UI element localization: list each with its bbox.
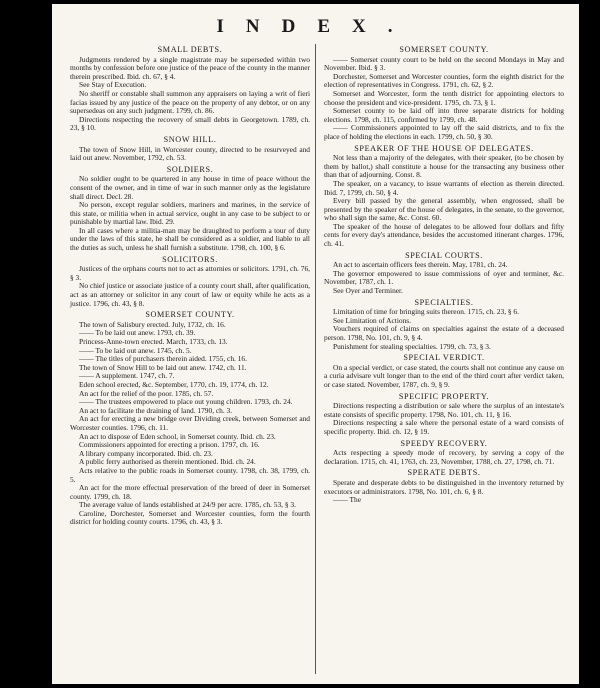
index-entry: Directions respecting a distribution or sale where the surplus of an intestate's estate consists of specific property. 1798, No. 101, ch. 11, § 16.: [324, 401, 564, 419]
index-entry: In all cases where a militia-man may be draughted to perform a tour of duty under the laws of this state, he shall be considered as a soldier, and liable to all the duties as such, unless he shall furnish a substitute. 1798, ch. 100, § 6.: [70, 225, 310, 253]
index-entry: The governor empowered to issue commissions of oyer and terminer, &c. November, 1787, ch. 1.: [324, 268, 564, 287]
index-entry: A public ferry authorised as therein mentioned. Ibid. ch. 24.: [79, 457, 256, 467]
document-page: [52, 4, 579, 684]
index-entry: —— The trustees empowered to place out young children. 1793, ch. 24.: [79, 397, 293, 407]
index-entry: An act to facilitate the draining of land. 1790, ch. 3.: [79, 405, 233, 415]
page-header: INDEX.: [216, 16, 415, 37]
index-entry: Sperate and desperate debts to be distinguished in the inventory returned by executors or administrators. 1798, No. 101, ch. 6, § 8.: [324, 477, 564, 496]
section-heading: SPERATE DEBTS.: [407, 468, 481, 478]
index-entry: —— Somerset county court to be held on the second Mondays in May and November. Ibid. § 3.: [324, 54, 564, 73]
column-divider: [315, 44, 316, 674]
index-entry: Commissioners appointed for erecting a prison. 1797, ch. 16.: [79, 440, 260, 450]
index-entry: —— The titles of purchasers therein aided. 1755, ch. 16.: [79, 354, 247, 364]
index-entry: The speaker of the house of delegates to be allowed four dollars and fifty cents for every day's attendance, besides the accustomed itinerant charges. 1796, ch. 41.: [324, 221, 564, 249]
section-heading: SMALL DEBTS.: [157, 45, 223, 54]
index-section: [324, 393, 564, 437]
section-heading: SOMERSET COUNTY.: [145, 310, 235, 320]
left-column: [70, 44, 310, 530]
index-entry: —— Commissioners appointed to lay off the said districts, and to fix the place of holding the elections in each. 1799, ch. 50, § 30.: [324, 123, 564, 141]
index-entry: Somerset and Worcester, form the tenth district for appointing electors to choose the president and vice-president. 1795, ch. 73, § 1.: [324, 88, 564, 107]
index-entry: An act to dispose of Eden school, in Somerset county. Ibid. ch. 23.: [79, 431, 276, 441]
index-section: [324, 299, 564, 352]
index-entry: An act for erecting a new bridge over Dividing creek, between Somerset and Worcester counties. 1796, ch. 11.: [70, 414, 310, 432]
index-entry: The average value of lands established at 24/9 per acre. 1785, ch. 53, § 3.: [79, 500, 296, 510]
index-entry: No chief justice or associate justice of a county court shall, after qualification, act as an attorney or solicitor in any court of law or equity while he acts as a justice. 1796, ch. 43, § 8.: [70, 281, 310, 308]
index-section: [324, 145, 564, 249]
section-heading: SOLDIERS.: [166, 164, 214, 174]
section-heading: SOLICITORS.: [162, 254, 218, 264]
index-section: [324, 46, 564, 142]
index-entry: Princess-Anne-town erected. March, 1733, ch. 13.: [79, 337, 228, 346]
index-entry: An act for the relief of the poor. 1785, ch. 57.: [79, 388, 214, 398]
index-section: [70, 166, 310, 253]
index-entry: No person, except regular soldiers, mariners and marines, in the service of this state, or militia when in actual service, ought in any case to be subject to or punishable by martial law. Ibid. 29.: [70, 200, 310, 227]
index-entry: On a special verdict, or case stated, the courts shall not continue any cause on a curia advisare vult longer than to the end of the third court after verdict taken, or case stated. November, 1787, ch. 9, § 9.: [324, 362, 564, 389]
index-entry: —— To be laid out anew. 1745, ch. 5.: [79, 345, 192, 355]
index-section: [324, 469, 564, 504]
index-entry: The speaker, on a vacancy, to issue warrants of election as therein directed. Ibid. 7, 1799, ch. 50, § 4.: [324, 178, 564, 197]
index-entry: See Limitation of Actions.: [333, 315, 412, 325]
index-entry: Somerset county to be laid off into three separate districts for holding elections. 1798, ch. 115, confirmed by 1799, ch. 48.: [324, 106, 564, 124]
index-entry: Not less than a majority of the delegates, with their speaker, (to be chosen by them by ballot,) shall constitute a house for the transacting any business other than that of adjourning. Const. 8.: [324, 153, 564, 180]
index-entry: Limitation of time for bringing suits thereon. 1715, ch. 23, § 6.: [333, 307, 519, 317]
index-entry: Directions respecting the recovery of small debts in Georgetown. 1789, ch. 23, § 10.: [70, 114, 310, 133]
index-entry: Justices of the orphans courts not to act as attornies or solicitors. 1791, ch. 76, § 3.: [70, 264, 310, 282]
index-entry: Every bill passed by the general assembly, when engrossed, shall be presented by the speaker of the house of delegates, in the senate, to the governor, who shall sign the same, &c. Const. 60.: [324, 196, 564, 223]
index-entry: See Oyer and Terminer.: [333, 286, 403, 296]
right-column: [324, 44, 564, 508]
index-entry: Vouchers required of claims on specialties against the estate of a deceased person. 1798, No. 101, ch. 9, § 4.: [324, 324, 564, 342]
index-section: [70, 311, 310, 527]
index-entry: No soldier ought to be quartered in any house in time of peace without the consent of the owner, and in time of war in such manner only as the legislature shall direct. Decl. 28.: [70, 174, 310, 201]
index-section: [324, 252, 564, 296]
index-entry: See Stay of Execution.: [79, 80, 147, 90]
section-heading: SNOW HILL.: [163, 134, 217, 144]
section-heading: SPEAKER OF THE HOUSE OF DELEGATES.: [354, 143, 534, 153]
section-heading: SPECIAL VERDICT.: [403, 353, 485, 363]
index-entry: Punishment for stealing specialties. 1799, ch. 73, § 3.: [333, 341, 491, 351]
index-entry: Judgments rendered by a single magistrate may be superseded within two months by confession before one justice of the peace of the county in the manner therein prescribed. Ibid. ch. 67, § 4.: [70, 54, 310, 81]
index-entry: Eden school erected, &c. September, 1770, ch. 19, 1774, ch. 12.: [79, 379, 269, 389]
index-entry: Acts respecting a speedy mode of recovery, by serving a copy of the declaration. 1715, ch. 41, 1763, ch. 23, November, 1788, ch. 27, 1798, ch. 71.: [324, 448, 564, 466]
index-entry: —— A supplement. 1747, ch. 7.: [79, 371, 175, 381]
index-entry: Directions respecting a sale where the personal estate of a ward consists of specific property. Ibid. ch. 12, § 19.: [324, 418, 564, 436]
section-heading: SPEEDY RECOVERY.: [400, 438, 488, 448]
section-heading: SPECIALTIES.: [414, 297, 474, 307]
index-entry: An act to ascertain officers fees therein. May, 1781, ch. 24.: [333, 260, 508, 270]
index-entry: Caroline, Dorchester, Somerset and Worcester counties, form the fourth district for holding county courts. 1796, ch. 43, § 3.: [70, 508, 310, 527]
index-entry: —— To be laid out anew. 1793, ch. 39.: [79, 328, 196, 338]
index-entry: No sheriff or constable shall summon any appraisers on laying a writ of fieri facias issued by any justice of the peace on the property of any debtor, or on any supersedeas on any such judgment. 1799, ch. 86.: [70, 88, 310, 116]
index-section: [324, 354, 564, 389]
section-heading: SPECIFIC PROPERTY.: [398, 391, 490, 401]
section-heading: SPECIAL COURTS.: [405, 250, 483, 260]
index-entry: Dorchester, Somerset and Worcester counties, form the eighth district for the election of representatives in Congress. 1791, ch. 62, § 2.: [324, 71, 564, 90]
index-section: [70, 256, 310, 309]
index-entry: A library company incorporated. Ibid. ch. 23.: [79, 448, 213, 458]
index-entry: Acts relative to the public roads in Somerset county. 1798, ch. 38, 1799, ch. 5.: [70, 465, 310, 484]
index-section: [70, 46, 310, 133]
index-entry: The town of Snow Hill, in Worcester county, directed to be resurveyed and laid out anew. November, 1792, ch. 53.: [70, 144, 310, 163]
section-heading: SOMERSET COUNTY.: [399, 45, 489, 54]
index-entry: —— The: [333, 495, 361, 505]
index-section: [324, 440, 564, 467]
index-section: [70, 136, 310, 163]
index-entry: An act for the more effectual preservation of the breed of deer in Somerset county. 1799, ch. 18.: [70, 483, 310, 501]
index-entry: The town of Snow Hill to be laid out anew. 1742, ch. 11.: [79, 362, 247, 372]
index-entry: The town of Salisbury erected. July, 1732, ch. 16.: [79, 319, 226, 329]
